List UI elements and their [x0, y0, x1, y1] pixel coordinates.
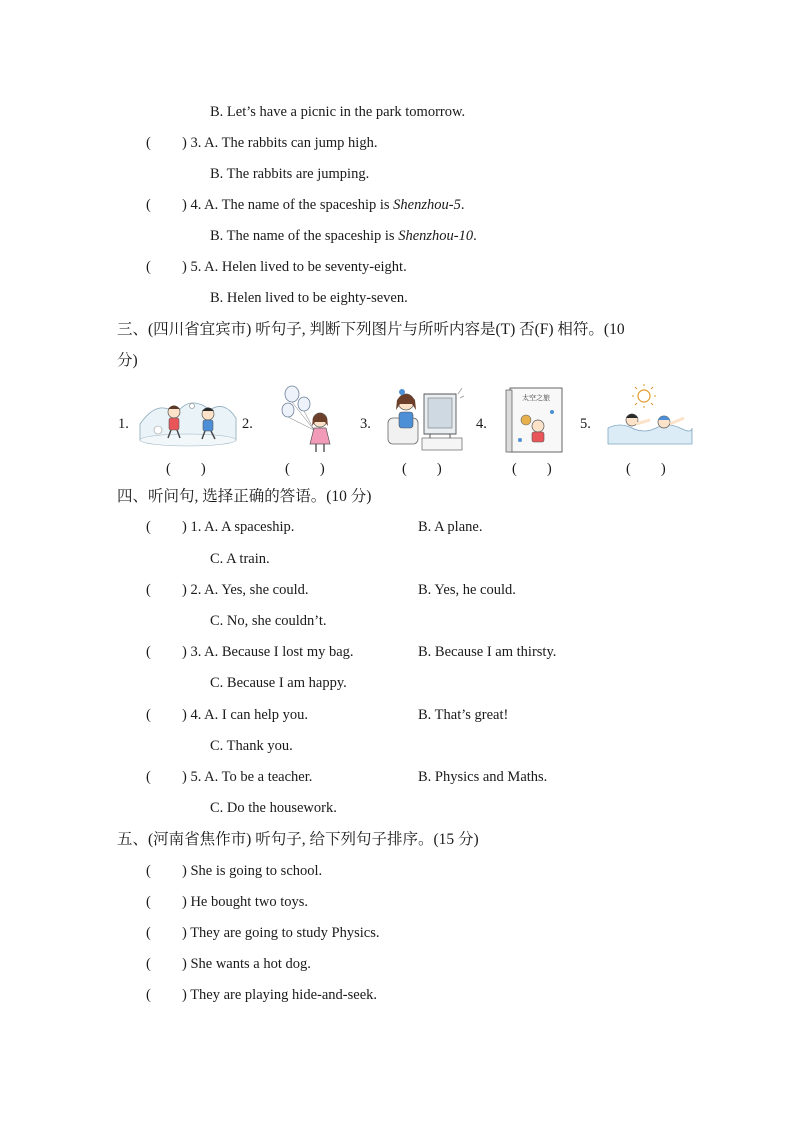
- q5-bracket[interactable]: (: [146, 259, 151, 275]
- girl-tv-picture: [384, 384, 466, 454]
- picture-number-2: 2.: [242, 416, 253, 432]
- s4-q4-option-a: ) 4. A. I can help you.: [182, 707, 309, 723]
- s5-item4-text: ) She wants a hot dog.: [182, 956, 311, 972]
- s5-item2-bracket[interactable]: (: [146, 894, 151, 910]
- s4-q3-option-a: ) 3. A. Because I lost my bag.: [182, 644, 354, 660]
- s5-item1-bracket[interactable]: (: [146, 863, 151, 879]
- s4-q5-option-c: C. Do the housework.: [210, 800, 337, 816]
- s4-q1-bracket[interactable]: (: [146, 519, 151, 535]
- q4-option-b: B. The name of the spaceship is Shenzhou-10.: [210, 228, 477, 244]
- section3-heading: 三、(四川省宜宾市) 听句子, 判断下列图片与所听内容是(T) 否(F) 相符。(10: [117, 321, 625, 338]
- s4-q2-option-c: C. No, she couldn’t.: [210, 613, 327, 629]
- s5-item5-text: ) They are playing hide-and-seek.: [182, 987, 377, 1003]
- picture-number-1: 1.: [118, 416, 129, 432]
- space-book-picture: [504, 384, 566, 456]
- girl-balloons-picture: [276, 384, 346, 454]
- picture-number-5: 5.: [580, 416, 591, 432]
- s5-item1-text: ) She is going to school.: [182, 863, 323, 879]
- kids-snow-picture: [138, 384, 238, 450]
- s5-item3-text: ) They are going to study Physics.: [182, 925, 380, 941]
- picture-1-answer-bracket[interactable]: ( ): [166, 461, 206, 477]
- s4-q2-bracket[interactable]: (: [146, 582, 151, 598]
- s5-item2-text: ) He bought two toys.: [182, 894, 309, 910]
- picture-5-answer-bracket[interactable]: ( ): [626, 461, 666, 477]
- section4-heading: 四、听问句, 选择正确的答语。(10 分): [117, 488, 372, 505]
- swimming-picture: [606, 384, 694, 450]
- s4-q3-option-b: B. Because I am thirsty.: [418, 644, 557, 660]
- q3-option-b: B. The rabbits are jumping.: [210, 166, 370, 182]
- picture-2-answer-bracket[interactable]: ( ): [285, 461, 325, 477]
- q4-option-a: ) 4. A. The name of the spaceship is Shenzhou-5.: [182, 197, 465, 213]
- s4-q2-option-a: ) 2. A. Yes, she could.: [182, 582, 309, 598]
- s4-q3-bracket[interactable]: (: [146, 644, 151, 660]
- s4-q5-option-b: B. Physics and Maths.: [418, 769, 548, 785]
- q4-bracket[interactable]: (: [146, 197, 151, 213]
- s4-q5-option-a: ) 5. A. To be a teacher.: [182, 769, 313, 785]
- s4-q1-option-c: C. A train.: [210, 551, 270, 567]
- picture-4-answer-bracket[interactable]: ( ): [512, 461, 552, 477]
- picture-number-3: 3.: [360, 416, 371, 432]
- picture-3-answer-bracket[interactable]: ( ): [402, 461, 442, 477]
- q3-bracket[interactable]: (: [146, 135, 151, 151]
- s4-q2-option-b: B. Yes, he could.: [418, 582, 516, 598]
- s4-q1-option-a: ) 1. A. A spaceship.: [182, 519, 295, 535]
- section3-heading-cont: 分): [117, 352, 138, 369]
- q5-option-a: ) 5. A. Helen lived to be seventy-eight.: [182, 259, 407, 275]
- s5-item4-bracket[interactable]: (: [146, 956, 151, 972]
- s4-q4-option-c: C. Thank you.: [210, 738, 293, 754]
- picture-number-4: 4.: [476, 416, 487, 432]
- book-title: 太空之旅: [522, 394, 550, 402]
- s4-q4-option-b: B. That’s great!: [418, 707, 509, 723]
- s5-item3-bracket[interactable]: (: [146, 925, 151, 941]
- s4-q5-bracket[interactable]: (: [146, 769, 151, 785]
- s5-item5-bracket[interactable]: (: [146, 987, 151, 1003]
- section5-heading: 五、(河南省焦作市) 听句子, 给下列句子排序。(15 分): [117, 831, 479, 848]
- q5-option-b: B. Helen lived to be eighty-seven.: [210, 290, 408, 306]
- q3-option-a: ) 3. A. The rabbits can jump high.: [182, 135, 378, 151]
- s4-q4-bracket[interactable]: (: [146, 707, 151, 723]
- q2-option-b: B. Let’s have a picnic in the park tomorrow.: [210, 104, 466, 120]
- s4-q3-option-c: C. Because I am happy.: [210, 675, 347, 691]
- s4-q1-option-b: B. A plane.: [418, 519, 483, 535]
